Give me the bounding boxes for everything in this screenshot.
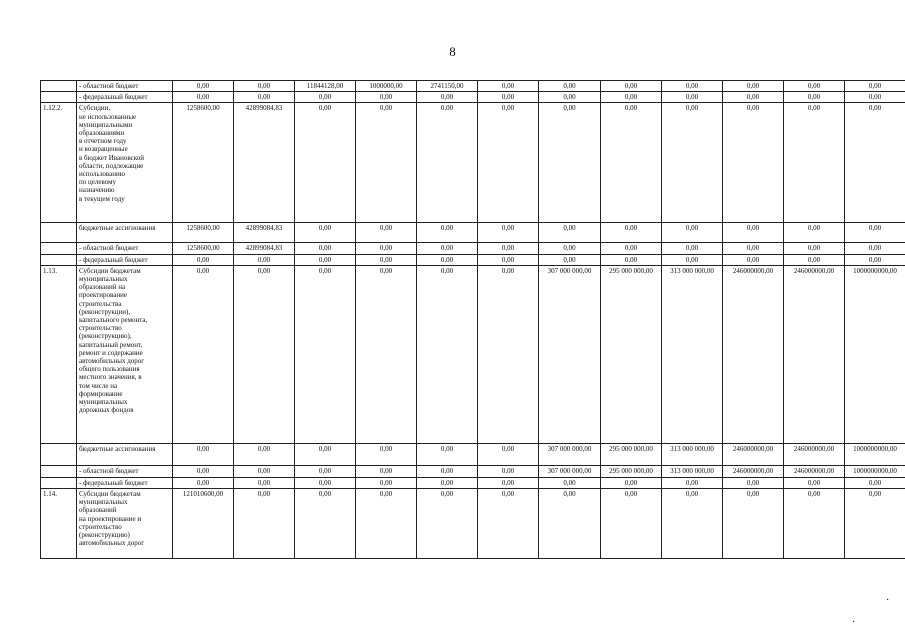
value-cell: 0,00 bbox=[478, 443, 539, 465]
value-cell: 307 000 000,00 bbox=[539, 443, 601, 465]
value-cell: 0,00 bbox=[356, 489, 417, 559]
scan-dot: · bbox=[852, 617, 856, 628]
value-cell: 0,00 bbox=[173, 254, 234, 265]
value-cell: 0,00 bbox=[173, 92, 234, 103]
value-cell: 0,00 bbox=[234, 254, 295, 265]
table-row bbox=[41, 81, 905, 92]
value-cell: 0,00 bbox=[234, 465, 295, 477]
value-cell: 0,00 bbox=[784, 223, 845, 243]
value-cell: 0,00 bbox=[662, 103, 723, 223]
value-cell: 42899084,83 bbox=[234, 103, 295, 223]
row-code bbox=[41, 92, 77, 103]
value-cell: 0,00 bbox=[662, 477, 723, 488]
row-label: - федеральный бюджет bbox=[77, 477, 173, 488]
description-line: муниципальных bbox=[79, 498, 128, 507]
value-cell: 0,00 bbox=[356, 243, 417, 254]
description-line: муниципальных bbox=[79, 275, 128, 284]
row-code bbox=[41, 243, 77, 254]
value-cell: 0,00 bbox=[356, 254, 417, 265]
value-cell: 0,00 bbox=[295, 92, 356, 103]
value-cell: 0,00 bbox=[417, 223, 478, 243]
value-cell: 0,00 bbox=[845, 92, 905, 103]
description-line: по целевому bbox=[79, 178, 117, 187]
value-cell: 0,00 bbox=[601, 103, 662, 223]
value-cell: 0,00 bbox=[234, 265, 295, 443]
value-cell: 0,00 bbox=[295, 223, 356, 243]
description-line: местного значения, в bbox=[79, 373, 142, 382]
value-cell: 0,00 bbox=[478, 223, 539, 243]
description-line: автомобильных дорог bbox=[79, 539, 145, 548]
value-cell: 0,00 bbox=[295, 489, 356, 559]
value-cell: 0,00 bbox=[723, 243, 784, 254]
description-line: образованиями bbox=[79, 129, 125, 138]
value-cell: 0,00 bbox=[417, 92, 478, 103]
value-cell: 0,00 bbox=[295, 243, 356, 254]
value-cell: 0,00 bbox=[601, 92, 662, 103]
description-line: и возвращенные bbox=[79, 145, 128, 154]
value-cell: 0,00 bbox=[539, 254, 601, 265]
row-label: - федеральный бюджет bbox=[77, 254, 173, 265]
value-cell: 0,00 bbox=[173, 81, 234, 92]
description-line: муниципальными bbox=[79, 120, 133, 129]
table-row bbox=[41, 477, 905, 488]
value-cell: 11844128,00 bbox=[295, 81, 356, 92]
description-line: образований bbox=[79, 506, 117, 515]
value-cell: 0,00 bbox=[601, 223, 662, 243]
row-description bbox=[77, 489, 173, 559]
row-code: 1.14. bbox=[41, 489, 77, 559]
value-cell: 0,00 bbox=[234, 92, 295, 103]
value-cell: 0,00 bbox=[295, 443, 356, 465]
value-cell: 313 000 000,00 bbox=[662, 465, 723, 477]
value-cell: 246000000,00 bbox=[784, 465, 845, 477]
value-cell: 0,00 bbox=[234, 443, 295, 465]
value-cell: 0,00 bbox=[478, 103, 539, 223]
table-row bbox=[41, 465, 905, 477]
value-cell: 0,00 bbox=[662, 92, 723, 103]
row-code: 1.13. bbox=[41, 265, 77, 443]
value-cell: 42899084,83 bbox=[234, 223, 295, 243]
description-line: в бюджет Ивановской bbox=[79, 153, 144, 162]
table-row bbox=[41, 489, 905, 559]
table-row bbox=[41, 243, 905, 254]
description-line: строительства bbox=[79, 299, 122, 308]
value-cell: 0,00 bbox=[845, 223, 905, 243]
value-cell: 0,00 bbox=[845, 81, 905, 92]
value-cell: 0,00 bbox=[662, 489, 723, 559]
value-cell: 0,00 bbox=[356, 477, 417, 488]
value-cell: 307 000 000,00 bbox=[539, 265, 601, 443]
description-line: не использованные bbox=[79, 112, 137, 121]
value-cell: 0,00 bbox=[662, 223, 723, 243]
value-cell: 295 000 000,00 bbox=[601, 443, 662, 465]
description-line: ремонт и содержание bbox=[79, 348, 143, 357]
value-cell: 2741150,00 bbox=[417, 81, 478, 92]
description-line: формирование bbox=[79, 389, 123, 398]
value-cell: 1000000000,00 bbox=[845, 443, 905, 465]
value-cell: 0,00 bbox=[173, 465, 234, 477]
value-cell: 0,00 bbox=[784, 103, 845, 223]
page-number: 8 bbox=[449, 44, 456, 59]
value-cell: 0,00 bbox=[845, 254, 905, 265]
value-cell: 0,00 bbox=[845, 477, 905, 488]
row-label: - федеральный бюджет bbox=[77, 92, 173, 103]
description-line: области, подлежащие bbox=[79, 161, 144, 170]
row-description bbox=[77, 265, 173, 443]
value-cell: 0,00 bbox=[356, 103, 417, 223]
value-cell: 0,00 bbox=[662, 254, 723, 265]
value-cell: 0,00 bbox=[662, 81, 723, 92]
value-cell: 295 000 000,00 bbox=[601, 465, 662, 477]
description-line: образований на bbox=[79, 283, 126, 292]
row-label: - областной бюджет bbox=[77, 243, 173, 254]
value-cell: 307 000 000,00 bbox=[539, 465, 601, 477]
value-cell: 0,00 bbox=[723, 81, 784, 92]
description-line: том числе на bbox=[79, 381, 118, 390]
value-cell: 313 000 000,00 bbox=[662, 443, 723, 465]
value-cell: 0,00 bbox=[601, 254, 662, 265]
value-cell: 313 000 000,00 bbox=[662, 265, 723, 443]
description-line: в текущем году bbox=[79, 194, 125, 203]
table-row bbox=[41, 254, 905, 265]
row-code: 1.12.2. bbox=[41, 103, 77, 223]
row-label: бюджетные ассигнования bbox=[77, 443, 173, 465]
table-row bbox=[41, 223, 905, 243]
table-row bbox=[41, 265, 905, 443]
value-cell: 0,00 bbox=[539, 81, 601, 92]
value-cell: 0,00 bbox=[784, 81, 845, 92]
value-cell: 0,00 bbox=[845, 489, 905, 559]
value-cell: 0,00 bbox=[295, 103, 356, 223]
value-cell: 0,00 bbox=[234, 477, 295, 488]
value-cell: 0,00 bbox=[723, 477, 784, 488]
row-code bbox=[41, 443, 77, 465]
value-cell: 0,00 bbox=[784, 243, 845, 254]
description-line: Субсидии бюджетам bbox=[79, 490, 141, 499]
value-cell: 0,00 bbox=[417, 465, 478, 477]
row-code bbox=[41, 223, 77, 243]
description-line: использованию bbox=[79, 170, 125, 179]
value-cell: 0,00 bbox=[601, 489, 662, 559]
description-line: в отчетном году bbox=[79, 137, 127, 146]
value-cell: 0,00 bbox=[234, 81, 295, 92]
description-line: на проектирование и bbox=[79, 514, 142, 523]
budget-table bbox=[40, 80, 905, 559]
description-line: Субсидии, bbox=[79, 104, 111, 113]
value-cell: 0,00 bbox=[723, 223, 784, 243]
value-cell: 246000000,00 bbox=[723, 465, 784, 477]
value-cell: 0,00 bbox=[662, 243, 723, 254]
value-cell: 0,00 bbox=[845, 243, 905, 254]
value-cell: 295 000 000,00 bbox=[601, 265, 662, 443]
scan-dot: · bbox=[886, 595, 890, 606]
row-label: - областной бюджет bbox=[77, 465, 173, 477]
value-cell: 1000000000,00 bbox=[845, 465, 905, 477]
value-cell: 0,00 bbox=[784, 477, 845, 488]
value-cell: 0,00 bbox=[601, 81, 662, 92]
value-cell: 1258600,00 bbox=[173, 103, 234, 223]
value-cell: 0,00 bbox=[417, 265, 478, 443]
value-cell: 0,00 bbox=[478, 92, 539, 103]
value-cell: 1000000,00 bbox=[356, 81, 417, 92]
description-line: строительство bbox=[79, 324, 122, 333]
value-cell: 0,00 bbox=[539, 92, 601, 103]
row-label: бюджетные ассигнования bbox=[77, 223, 173, 243]
description-line: общего пользования bbox=[79, 365, 140, 374]
description-line: дорожных фондов bbox=[79, 406, 134, 415]
value-cell: 246000000,00 bbox=[723, 443, 784, 465]
value-cell: 0,00 bbox=[173, 443, 234, 465]
row-code bbox=[41, 465, 77, 477]
value-cell: 0,00 bbox=[234, 489, 295, 559]
table-body bbox=[41, 81, 905, 559]
value-cell: 0,00 bbox=[295, 265, 356, 443]
description-line: строительство bbox=[79, 522, 122, 531]
value-cell: 0,00 bbox=[295, 254, 356, 265]
value-cell: 0,00 bbox=[356, 265, 417, 443]
description-line: капитальный ремонт, bbox=[79, 340, 143, 349]
value-cell: 0,00 bbox=[539, 243, 601, 254]
value-cell: 0,00 bbox=[539, 103, 601, 223]
row-code bbox=[41, 477, 77, 488]
value-cell: 0,00 bbox=[356, 92, 417, 103]
description-line: (реконструкцию) bbox=[79, 531, 130, 540]
value-cell: 0,00 bbox=[723, 92, 784, 103]
value-cell: 0,00 bbox=[356, 443, 417, 465]
value-cell: 0,00 bbox=[539, 489, 601, 559]
value-cell: 0,00 bbox=[417, 103, 478, 223]
value-cell: 0,00 bbox=[173, 265, 234, 443]
value-cell: 246000000,00 bbox=[784, 265, 845, 443]
description-line: автомобильных дорог bbox=[79, 357, 145, 366]
value-cell: 0,00 bbox=[478, 465, 539, 477]
value-cell: 0,00 bbox=[478, 254, 539, 265]
value-cell: 0,00 bbox=[601, 477, 662, 488]
table-row bbox=[41, 103, 905, 223]
description-line: (реконструкцию), bbox=[79, 332, 132, 341]
table-row bbox=[41, 92, 905, 103]
value-cell: 0,00 bbox=[723, 103, 784, 223]
description-line: проектирование bbox=[79, 291, 127, 300]
value-cell: 0,00 bbox=[417, 477, 478, 488]
value-cell: 0,00 bbox=[478, 477, 539, 488]
value-cell: 0,00 bbox=[478, 265, 539, 443]
value-cell: 0,00 bbox=[295, 477, 356, 488]
value-cell: 0,00 bbox=[784, 489, 845, 559]
value-cell: 0,00 bbox=[417, 254, 478, 265]
description-line: Субсидии бюджетам bbox=[79, 266, 141, 275]
value-cell: 0,00 bbox=[417, 489, 478, 559]
value-cell: 1000000000,00 bbox=[845, 265, 905, 443]
value-cell: 0,00 bbox=[356, 223, 417, 243]
value-cell: 0,00 bbox=[478, 489, 539, 559]
value-cell: 1258600,00 bbox=[173, 223, 234, 243]
description-line: (реконструкции), bbox=[79, 307, 131, 316]
value-cell: 0,00 bbox=[356, 465, 417, 477]
value-cell: 0,00 bbox=[417, 243, 478, 254]
value-cell: 0,00 bbox=[417, 443, 478, 465]
value-cell: 0,00 bbox=[539, 477, 601, 488]
row-label: - областной бюджет bbox=[77, 81, 173, 92]
row-code bbox=[41, 81, 77, 92]
value-cell: 0,00 bbox=[784, 254, 845, 265]
value-cell: 42899084,83 bbox=[234, 243, 295, 254]
description-line: муниципальных bbox=[79, 398, 128, 407]
value-cell: 0,00 bbox=[295, 465, 356, 477]
value-cell: 246000000,00 bbox=[723, 265, 784, 443]
value-cell: 0,00 bbox=[723, 254, 784, 265]
value-cell: 0,00 bbox=[845, 103, 905, 223]
value-cell: 0,00 bbox=[478, 243, 539, 254]
value-cell: 0,00 bbox=[539, 223, 601, 243]
value-cell: 1258600,00 bbox=[173, 243, 234, 254]
row-description bbox=[77, 103, 173, 223]
description-line: назначению bbox=[79, 186, 115, 195]
value-cell: 0,00 bbox=[173, 477, 234, 488]
value-cell: 246000000,00 bbox=[784, 443, 845, 465]
value-cell: 0,00 bbox=[478, 81, 539, 92]
row-code bbox=[41, 254, 77, 265]
value-cell: 0,00 bbox=[601, 243, 662, 254]
table-row bbox=[41, 443, 905, 465]
value-cell: 0,00 bbox=[784, 92, 845, 103]
value-cell: 0,00 bbox=[723, 489, 784, 559]
description-line: капитального ремонта, bbox=[79, 316, 148, 325]
value-cell: 121010600,00 bbox=[173, 489, 234, 559]
